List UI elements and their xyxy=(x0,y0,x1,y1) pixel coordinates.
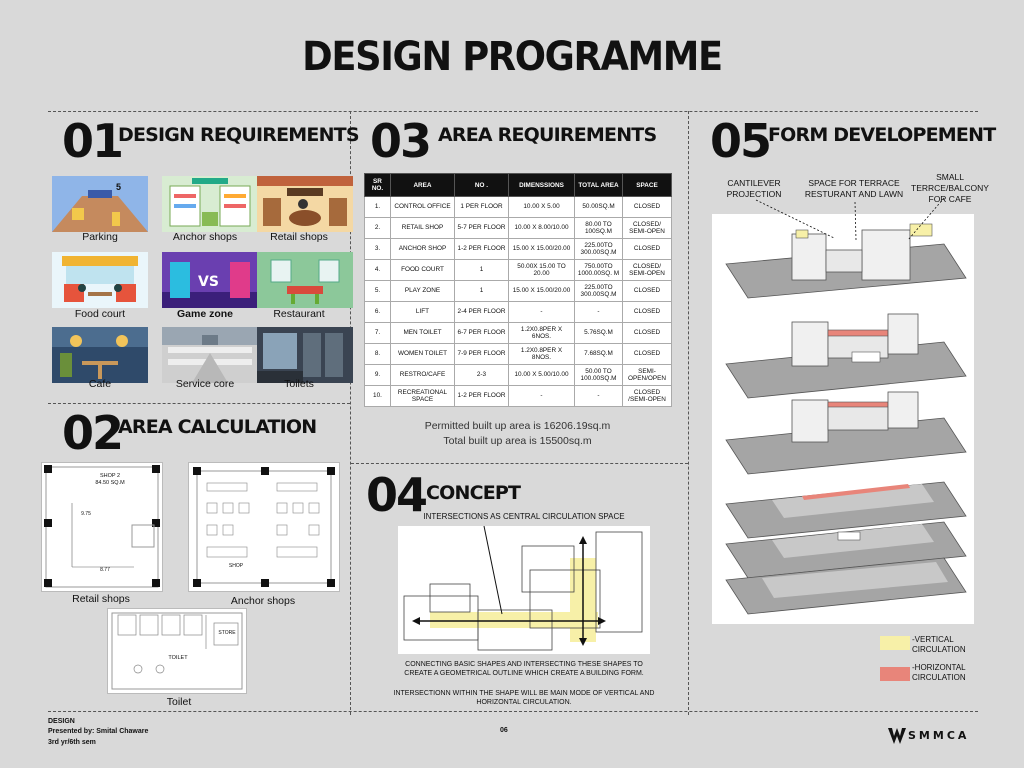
table-cell: 50.00X 15.00 TO 20.00 xyxy=(509,260,575,281)
table-cell: 750.00TO 1000.00SQ. M xyxy=(575,260,623,281)
table-row xyxy=(365,218,672,239)
table-cell: 80.00 TO 100SQ.M xyxy=(575,218,623,239)
toilet-plan xyxy=(107,608,247,694)
table-cell: 3. xyxy=(365,239,391,260)
svg-text:5: 5 xyxy=(116,182,122,192)
table-cell: WOMEN TOILET xyxy=(391,344,455,365)
form-callout-lines xyxy=(712,196,974,246)
table-cell: 10. xyxy=(365,386,391,407)
section-01-heading: DESIGN REQUIREMENTS xyxy=(118,124,359,146)
restaurant-illustration xyxy=(257,252,353,308)
table-row xyxy=(365,344,672,365)
table-cell: 15.00 X 15.00/20.00 xyxy=(509,239,575,260)
table-cell: CLOSED/ SEMI-OPEN xyxy=(623,260,672,281)
table-row xyxy=(365,197,672,218)
retail-dim-vertical: 9.75 xyxy=(81,511,91,517)
table-cell: 2-4 PER FLOOR xyxy=(455,302,509,323)
requirement-label-service: Service core xyxy=(175,378,235,390)
table-cell: CLOSED xyxy=(623,239,672,260)
table-cell: 10.00 X 8.00/10.00 xyxy=(509,218,575,239)
legend-horizontal-swatch xyxy=(880,667,910,681)
legend-vertical-label: -VERTICAL CIRCULATION xyxy=(912,635,966,655)
table-cell: 5.76SQ.M xyxy=(575,323,623,344)
toilets-illustration xyxy=(257,327,353,383)
concept-diagram xyxy=(398,526,650,654)
table-cell: 7. xyxy=(365,323,391,344)
table-cell: CLOSED xyxy=(623,323,672,344)
table-cell: 1-2 PER FLOOR xyxy=(455,386,509,407)
table-cell: 225.00TO 300.00SQ.M xyxy=(575,239,623,260)
table-cell: 5. xyxy=(365,281,391,302)
retail-plan-caption: Retail shops xyxy=(72,593,130,605)
toilet-plan-caption: Toilet xyxy=(166,696,192,708)
table-cell: PLAY ZONE xyxy=(391,281,455,302)
table-row xyxy=(365,323,672,344)
requirement-label-parking: Parking xyxy=(82,231,118,243)
permitted-area-note: Permitted built up area is 16206.19sq.m xyxy=(424,420,611,432)
requirement-label-toilets: Toilets xyxy=(284,378,314,390)
requirement-label-restaurant: Restaurant xyxy=(273,308,325,320)
retail-shops-illustration xyxy=(257,176,353,232)
toilet-store-text: STORE xyxy=(218,630,236,636)
service-core-illustration xyxy=(162,327,258,383)
legend-vertical-swatch xyxy=(880,636,910,650)
table-header-cell: DIMENSSIONS xyxy=(509,174,575,197)
table-cell: LIFT xyxy=(391,302,455,323)
table-cell: CLOSED /SEMI-OPEN xyxy=(623,386,672,407)
table-header-cell: TOTAL AREA xyxy=(575,174,623,197)
table-cell: 2-3 xyxy=(455,365,509,386)
table-row xyxy=(365,239,672,260)
anchor-plan-caption: Anchor shops xyxy=(230,595,296,607)
retail-plan-area: 84.50 SQ.M xyxy=(95,480,125,486)
table-row xyxy=(365,281,672,302)
table-header-cell: AREA xyxy=(391,174,455,197)
section-03-heading: AREA REQUIREMENTS xyxy=(438,124,657,146)
requirement-label-cafe: Cafe xyxy=(88,378,112,390)
anchor-plan-text: SHOP xyxy=(228,563,244,569)
table-cell: - xyxy=(575,302,623,323)
table-cell: CLOSED xyxy=(623,281,672,302)
table-cell: SEMI-OPEN/OPEN xyxy=(623,365,672,386)
table-cell: CLOSED xyxy=(623,344,672,365)
requirement-label-food: Food court xyxy=(74,308,126,320)
table-cell: 15.00 X 15.00/20.00 xyxy=(509,281,575,302)
table-cell: - xyxy=(509,302,575,323)
table-cell: RECREATIONAL SPACE xyxy=(391,386,455,407)
form-development-diagram xyxy=(712,214,974,624)
table-cell: 7-9 PER FLOOR xyxy=(455,344,509,365)
table-cell: CLOSED/ SEMI-OPEN xyxy=(623,218,672,239)
table-row xyxy=(365,302,672,323)
table-cell: 8. xyxy=(365,344,391,365)
bottom-divider xyxy=(48,711,978,712)
retail-shop-plan xyxy=(41,462,163,592)
table-cell: 10.00 X 5.00 xyxy=(509,197,575,218)
table-cell: 1.2X0.8PER X 8NOS. xyxy=(509,344,575,365)
table-cell: 10.00 X 5.00/10.00 xyxy=(509,365,575,386)
concept-top-label: INTERSECTIONS AS CENTRAL CIRCULATION SPACE xyxy=(423,512,625,521)
svg-text:VS: VS xyxy=(198,274,219,290)
table-cell: - xyxy=(575,386,623,407)
table-cell: 1 PER FLOOR xyxy=(455,197,509,218)
anchor-shops-illustration xyxy=(162,176,258,232)
section-02-heading: AREA CALCULATION xyxy=(118,416,317,438)
table-cell: 50.00 TO 100.00SQ.M xyxy=(575,365,623,386)
section-01-number: 01 xyxy=(62,114,123,168)
table-cell: - xyxy=(509,386,575,407)
cafe-illustration xyxy=(52,327,148,383)
table-cell: CLOSED xyxy=(623,302,672,323)
toilet-plan-text: TOILET xyxy=(168,655,188,661)
table-row xyxy=(365,260,672,281)
section-02-number: 02 xyxy=(62,406,123,460)
table-header-cell: SR NO. xyxy=(365,174,391,197)
table-cell: 4. xyxy=(365,260,391,281)
requirement-label-retail: Retail shops xyxy=(270,231,328,243)
retail-plan-title: SHOP 2 xyxy=(99,473,121,479)
table-row xyxy=(365,365,672,386)
table-cell: ANCHOR SHOP xyxy=(391,239,455,260)
table-cell: FOOD COURT xyxy=(391,260,455,281)
label-terrace: SPACE FOR TERRACE RESTURANT AND LAWN xyxy=(804,178,904,200)
top-divider xyxy=(48,111,978,112)
anchor-shop-plan xyxy=(188,462,340,592)
table-row xyxy=(365,386,672,407)
divider-01-02 xyxy=(48,403,350,404)
smmca-logo xyxy=(888,728,978,744)
section-04-heading: CONCEPT xyxy=(426,482,521,504)
divider-col2 xyxy=(688,111,689,715)
requirement-label-game: Game zone xyxy=(176,308,234,320)
footer-line-1: DESIGN xyxy=(48,718,75,725)
table-header-cell: SPACE xyxy=(623,174,672,197)
label-balcony: SMALL TERRCE/BALCONY FOR CAFE xyxy=(911,172,989,205)
label-cantilever: CANTILEVER PROJECTION xyxy=(726,178,782,200)
section-03-number: 03 xyxy=(370,114,431,168)
area-requirements-table xyxy=(364,173,672,407)
total-area-note: Total built up area is 15500sq.m xyxy=(443,435,592,447)
table-header-row xyxy=(365,174,672,197)
game-zone-illustration xyxy=(162,252,258,308)
table-cell: 7.68SQ.M xyxy=(575,344,623,365)
table-cell: CLOSED xyxy=(623,197,672,218)
requirement-label-anchor: Anchor shops xyxy=(172,231,238,243)
smmca-logo-text: SMMCA xyxy=(908,729,970,742)
table-cell: 5-7 PER FLOOR xyxy=(455,218,509,239)
table-cell: 1 xyxy=(455,260,509,281)
retail-dim-horizontal: 8.77 xyxy=(100,567,110,573)
table-cell: 2. xyxy=(365,218,391,239)
concept-text-2: INTERSECTIONN WITHIN THE SHAPE WILL BE MAIN MODE OF VERTICAL AND HORIZONTAL CIRCULATION. xyxy=(393,690,655,707)
page-number: 06 xyxy=(500,727,508,734)
table-cell: 6-7 PER FLOOR xyxy=(455,323,509,344)
table-cell: 9. xyxy=(365,365,391,386)
divider-03-04 xyxy=(351,463,688,464)
section-05-number: 05 xyxy=(710,114,771,168)
concept-text-1: CONNECTING BASIC SHAPES AND INTERSECTING THESE SHAPES TO CREATE A GEOMETRICAL OUTLINE WHICH CREATE A BUILDING FORM. xyxy=(404,661,644,678)
table-header-cell: NO . xyxy=(455,174,509,197)
table-cell: 1 xyxy=(455,281,509,302)
table-cell: MEN TOILET xyxy=(391,323,455,344)
legend-horizontal-label: -HORIZONTAL CIRCULATION xyxy=(912,663,966,683)
footer-line-3: 3rd yr/6th sem xyxy=(48,739,96,746)
table-cell: RESTRO/CAFE xyxy=(391,365,455,386)
page-title: DESIGN PROGRAMME xyxy=(302,34,722,80)
table-cell: 1.2X0.8PER X 6NOS. xyxy=(509,323,575,344)
footer-line-2: Presented by: Smital Chaware xyxy=(48,728,149,735)
section-04-number: 04 xyxy=(366,468,427,522)
table-cell: CONTROL OFFICE xyxy=(391,197,455,218)
table-cell: 50.00SQ.M xyxy=(575,197,623,218)
table-cell: 6. xyxy=(365,302,391,323)
table-cell: 1. xyxy=(365,197,391,218)
table-cell: 1-2 PER FLOOR xyxy=(455,239,509,260)
parking-illustration xyxy=(52,176,148,232)
section-05-heading: FORM DEVELOPEMENT xyxy=(768,124,996,146)
table-cell: 225.00TO 300.00SQ.M xyxy=(575,281,623,302)
table-cell: RETAIL SHOP xyxy=(391,218,455,239)
food-court-illustration xyxy=(52,252,148,308)
